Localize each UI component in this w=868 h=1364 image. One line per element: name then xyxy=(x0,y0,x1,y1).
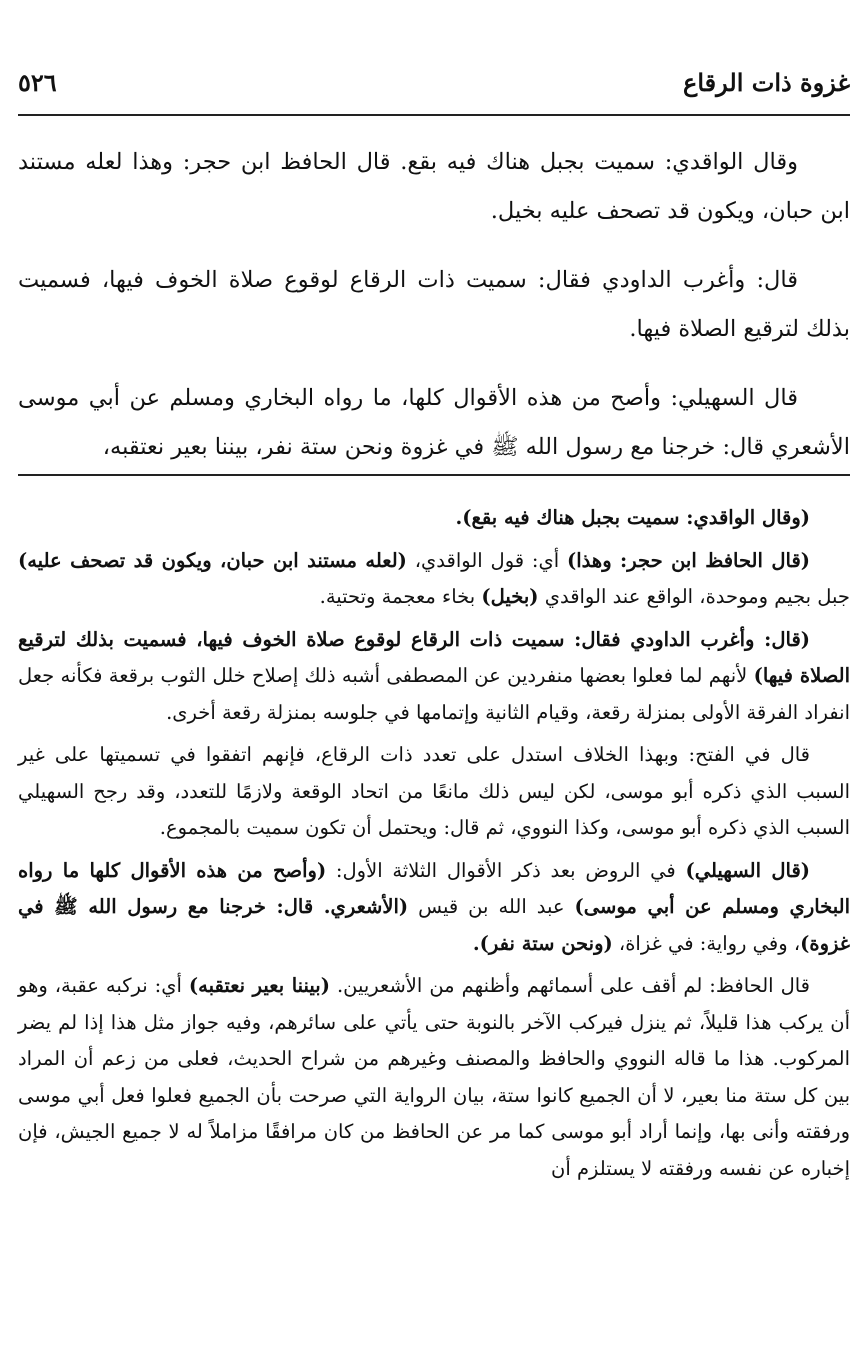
page-header xyxy=(18,62,850,102)
quoted-text: (بيننا بعير نعتقبه) xyxy=(188,974,330,997)
commentary-paragraph xyxy=(18,853,850,963)
explanation-text: قال في الفتح: وبهذا الخلاف استدل على تعدد ذات الرقاع، فإنهم اتفقوا في تسميتها على غير السبب الذي ذكره أبو موسى، لكن ليس ذلك مانعًا من اتحاد الوقعة ولازمًا للتعدد، وقد رجح السهيلي السبب الذي ذكره أبو موسى، وكذا النووي، ثم قال: ويحتمل أن تكون سميت بالمجموع. xyxy=(18,743,850,839)
page-number: ٥٢٦ xyxy=(18,67,57,97)
main-text xyxy=(18,138,850,492)
commentary-paragraph xyxy=(18,968,850,1187)
quoted-text: (ونحن ستة نفر). xyxy=(472,931,613,955)
commentary-paragraph xyxy=(18,622,850,732)
quoted-text: (الأشعري. قال: خرجنا مع رسول الله ﷺ في غزوة) xyxy=(18,895,850,955)
commentary-divider xyxy=(18,474,850,476)
quoted-text: (بخيل) xyxy=(481,585,539,608)
commentary-paragraph xyxy=(18,543,850,616)
header-divider xyxy=(18,114,850,116)
explanation-text: قال الحافظ: لم أقف على أسمائهم وأظنهم من الأشعريين. xyxy=(329,974,811,997)
quoted-text: (قال السهيلي) xyxy=(685,858,811,882)
explanation-text: ، وفي رواية: في غزاة، xyxy=(612,931,801,955)
quoted-text: (قال الحافظ ابن حجر: وهذا) xyxy=(567,548,811,572)
explanation-text: أي: قول الواقدي، xyxy=(406,548,568,572)
explanation-text: لأنهم لما فعلوا بعضها منفردين عن المصطفى أشبه ذلك إصلاح خلل الثوب برقعة فكأنه جعل انفراد الفرقة الأولى بمنزلة رقعة، وقيام الثانية وإتمامها في جلوسه بمنزلة رقعة أخرى. xyxy=(18,664,850,724)
main-paragraph: قال: وأغرب الداودي فقال: سميت ذات الرقاع لوقوع صلاة الخوف فيها، فسميت بذلك لترقيع الصلاة فيها. xyxy=(18,267,850,342)
explanation-text: جبل بجيم وموحدة، الواقع عند الواقدي xyxy=(538,585,850,608)
explanation-text: في الروض بعد ذكر الأقوال الثلاثة الأول: xyxy=(326,858,686,882)
explanation-text: أي: نركبه عقبة، وهو أن يركب هذا قليلاً، ثم ينزل فيركب الآخر بالنوبة حتى يأتي على سائرهم، وفيه جواز مثل هذا إذا لم يضر المركوب. هذا ما قاله النووي والحافظ والمصنف وغيرهم من شراح الحديث، فعلى من زعم أن المراد بين كل ستة منا بعير، لا أن الجميع كانوا ستة، بيان الرواية التي صرحت بأن الجميع فعلوا فعل أبي موسى ورفقته وأنى بها، وإنما أراد أبو موسى كما مر عن الحافظ من كان مرافقًا مزاملاً له لا جميع الجيش، فإن إخباره عن نفسه ورفقته لا يستلزم أن xyxy=(18,974,850,1180)
explanation-text: بخاء معجمة وتحتية. xyxy=(319,585,482,608)
main-paragraph: وقال الواقدي: سميت بجبل هناك فيه بقع. قال الحافظ ابن حجر: وهذا لعله مستند ابن حبان، ويكون قد تصحف عليه بخيل. xyxy=(18,149,850,224)
explanation-text: عبد الله بن قيس xyxy=(408,895,575,918)
running-title: غزوة ذات الرقاع xyxy=(683,67,850,97)
commentary-paragraph xyxy=(18,500,850,537)
quoted-text: (وأصح من هذه الأقوال كلها ما رواه البخاري ومسلم عن أبي موسى) xyxy=(18,858,851,918)
main-paragraph: قال السهيلي: وأصح من هذه الأقوال كلها، ما رواه البخاري ومسلم عن أبي موسى الأشعري قال: خرجنا مع رسول الله ﷺ في غزوة ونحن ستة نفر، بيننا بعير نعتقبه، xyxy=(18,385,850,460)
quoted-text: (لعله مستند ابن حبان، ويكون قد تصحف عليه) xyxy=(18,548,407,572)
commentary-paragraph xyxy=(18,737,850,847)
quoted-text: (وقال الواقدي: سميت بجبل هناك فيه بقع). xyxy=(455,506,810,529)
commentary xyxy=(18,500,850,1193)
quoted-text: (قال: وأغرب الداودي فقال: سميت ذات الرقاع لوقوع صلاة الخوف فيها، فسميت بذلك لترقيع الصلاة فيها) xyxy=(18,627,850,687)
